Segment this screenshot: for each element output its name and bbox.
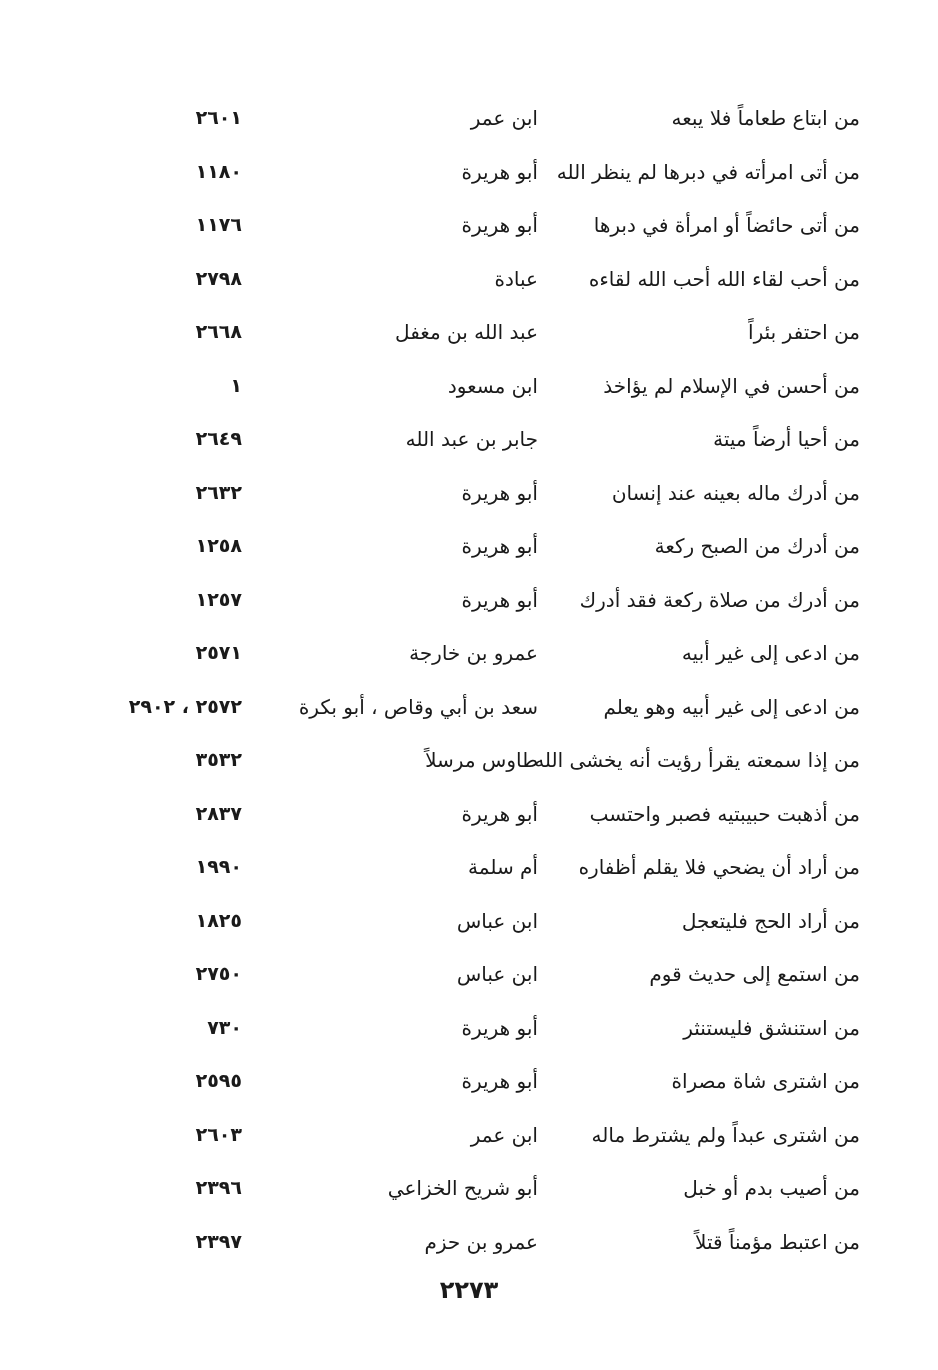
hadith-number: ١١٧٦: [195, 214, 242, 236]
index-row: [0, 1002, 938, 1056]
hadith-number: ١٢٥٧: [195, 588, 242, 611]
hadith-text: من ادعى إلى غير أبيه وهو يعلم: [603, 694, 860, 719]
hadith-number: ٧٣٠: [207, 1016, 242, 1039]
narrator: طاوس مرسلاً: [425, 748, 538, 772]
hadith-number: ١١٨٠: [195, 160, 242, 183]
hadith-text: من أتى حائضاً أو امرأة في دبرها: [593, 213, 860, 237]
narrator: أبو هريرة: [461, 587, 538, 612]
hadith-number: ٢٥٧٢ ، ٢٩٠٢: [128, 695, 242, 718]
narrator: ابن عمر: [470, 106, 538, 130]
hadith-number: ١٩٩٠: [195, 856, 242, 878]
index-row: [0, 1216, 938, 1270]
hadith-text: من اعتبط مؤمناً قتلاً: [695, 1229, 860, 1254]
hadith-text: من إذا سمعته يقرأ رؤيت أنه يخشى الله: [534, 748, 860, 772]
narrator: جابر بن عبد الله: [405, 427, 538, 451]
narrator: أم سلمة: [468, 855, 538, 879]
hadith-text: من أراد أن يضحي فلا يقلم أظفاره: [578, 855, 860, 879]
index-row: [0, 841, 938, 895]
narrator: عمرو بن خارجة: [409, 641, 538, 665]
hadith-text: من أذهبت حبيبتيه فصبر واحتسب: [589, 801, 860, 826]
hadith-number: ٢٣٩٦: [195, 1177, 242, 1199]
index-row: [0, 948, 938, 1002]
index-row: [0, 895, 938, 949]
hadith-text: من أحيا أرضاً ميتة: [713, 427, 860, 451]
hadith-number: ٢٦٣٢: [195, 481, 242, 504]
hadith-number: ٢٨٣٧: [195, 802, 242, 825]
page-number: ٢٢٧٣: [439, 1276, 499, 1304]
hadith-number: ١٢٥٨: [195, 535, 242, 557]
hadith-number: ١٨٢٥: [195, 909, 242, 932]
hadith-text: من ادعى إلى غير أبيه: [681, 641, 860, 665]
hadith-number: ٢٦٠٣: [195, 1123, 242, 1146]
index-row: [0, 520, 938, 574]
narrator: أبو هريرة: [461, 801, 538, 826]
hadith-number: ٢٣٩٧: [195, 1230, 242, 1253]
narrator: أبو هريرة: [461, 480, 538, 505]
narrator: عمرو بن حزم: [424, 1229, 538, 1254]
index-row: [0, 1162, 938, 1216]
hadith-text: من احتفر بئراً: [748, 320, 860, 344]
hadith-text: من اشترى عبداً ولم يشترط ماله: [591, 1122, 860, 1147]
index-row: [0, 1055, 938, 1109]
index-row: [0, 734, 938, 788]
narrator: ابن عباس: [456, 962, 538, 986]
index-row: [0, 253, 938, 307]
hadith-number: ٢٧٥٠: [195, 963, 242, 985]
hadith-number: ١: [230, 374, 242, 397]
narrator: ابن عمر: [470, 1122, 538, 1147]
hadith-text: من أتى امرأته في دبرها لم ينظر الله: [556, 159, 860, 184]
index-row: [0, 1109, 938, 1163]
index-row: [0, 788, 938, 842]
hadith-number: ٢٦٠١: [195, 107, 242, 129]
hadith-number: ٢٦٤٩: [195, 428, 242, 450]
index-row: [0, 360, 938, 414]
index-row: [0, 92, 938, 146]
hadith-number: ٢٥٧١: [195, 642, 242, 664]
narrator: ابن مسعود: [447, 373, 538, 398]
index-row: [0, 146, 938, 200]
hadith-number: ٣٥٣٢: [195, 749, 242, 771]
hadith-text: من أدرك ماله بعينه عند إنسان: [611, 480, 860, 505]
index-row: [0, 306, 938, 360]
narrator: أبو هريرة: [461, 1015, 538, 1040]
hadith-text: من أدرك من الصبح ركعة: [654, 534, 860, 558]
hadith-text: من استمع إلى حديث قوم: [649, 962, 860, 986]
narrator: أبو هريرة: [461, 213, 538, 237]
index-row: [0, 199, 938, 253]
hadith-text: من اشترى شاة مصراة: [671, 1069, 860, 1093]
hadith-index-table: [0, 92, 938, 1269]
hadith-number: ٢٦٦٨: [195, 321, 242, 343]
narrator: عبد الله بن مغفل: [395, 320, 538, 344]
narrator: سعد بن أبي وقاص ، أبو بكرة: [298, 694, 538, 719]
narrator: أبو هريرة: [461, 159, 538, 184]
hadith-text: من استنشق فليستنثر: [683, 1015, 860, 1040]
hadith-text: من أحب لقاء الله أحب الله لقاءه: [588, 266, 860, 291]
hadith-number: ٢٥٩٥: [195, 1070, 242, 1092]
narrator: أبو هريرة: [461, 534, 538, 558]
index-row: [0, 467, 938, 521]
index-row: [0, 574, 938, 628]
hadith-text: من ابتاع طعاماً فلا يبعه: [671, 106, 860, 130]
narrator: ابن عباس: [456, 908, 538, 933]
narrator: أبو هريرة: [461, 1069, 538, 1093]
index-row: [0, 627, 938, 681]
hadith-text: من أصيب بدم أو خبل: [683, 1176, 860, 1200]
hadith-text: من أدرك من صلاة ركعة فقد أدرك: [579, 587, 860, 612]
hadith-text: من أراد الحج فليتعجل: [681, 908, 860, 933]
narrator: عبادة: [494, 266, 538, 291]
hadith-number: ٢٧٩٨: [195, 267, 242, 290]
narrator: أبو شريح الخزاعي: [387, 1176, 538, 1200]
hadith-text: من أحسن في الإسلام لم يؤاخذ: [603, 373, 860, 398]
index-row: [0, 413, 938, 467]
index-row: [0, 681, 938, 735]
